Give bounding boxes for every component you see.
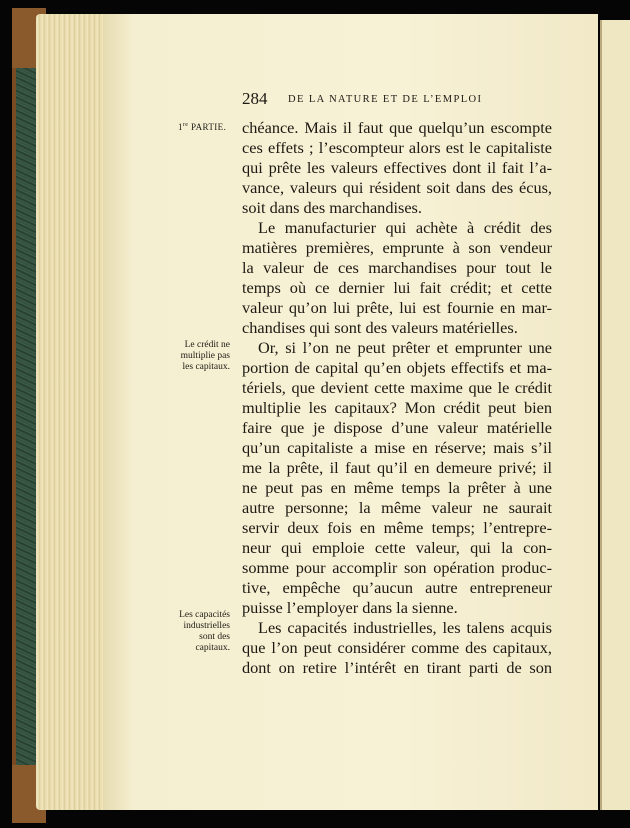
body-line: temps où ce dernier lui fait crédit; et cette bbox=[242, 278, 552, 297]
body-line: somme pour accomplir son opération produc- bbox=[242, 558, 552, 577]
body-line: soit dans des marchandises. bbox=[242, 198, 422, 217]
body-line: ces effets ; l’escompteur alors est le capitaliste bbox=[242, 138, 552, 157]
part-number: 1 bbox=[178, 122, 183, 132]
body-line: tériels, que devient cette maxime que le crédit bbox=[242, 378, 552, 397]
body-line: multiplie les capitaux? Mon crédit peut bien bbox=[242, 398, 552, 417]
body-line: puisse l’employer dans la sienne. bbox=[242, 598, 458, 617]
side-note-line: Le crédit ne bbox=[184, 340, 230, 350]
body-line: Le manufacturier qui achète à crédit des bbox=[258, 218, 552, 237]
page-number: 284 bbox=[242, 89, 268, 108]
body-line: chéance. Mais il faut que quelqu’un escompte bbox=[242, 118, 552, 137]
body-line: faire que je dispose d’une valeur matérielle bbox=[242, 418, 552, 437]
running-title: DE LA NATURE ET DE L’EMPLOI bbox=[288, 94, 483, 105]
body-line: qu’un capitaliste a mise en réserve; mais s’il bbox=[242, 438, 552, 457]
body-line: Les capacités industrielles, les talens acquis bbox=[258, 618, 552, 637]
body-line: tive, empêche qu’aucun autre entrepreneur bbox=[242, 578, 552, 597]
body-line: valeur qu’on lui prête, lui est fournie en mar- bbox=[242, 298, 552, 317]
side-note-credit bbox=[160, 340, 230, 373]
side-note-capacities bbox=[160, 610, 230, 654]
body-line: chandises qui sont des valeurs matérielles. bbox=[242, 318, 518, 337]
body-line: qui prête les valeurs effectives dont il fait l’a- bbox=[242, 158, 552, 177]
body-line: neur qui emploie cette valeur, qui la con- bbox=[242, 538, 552, 557]
page-edges bbox=[36, 14, 108, 810]
side-note-line: Les capacités bbox=[179, 610, 230, 620]
body-line: dont on retire l’intérêt en tirant parti de son bbox=[242, 658, 552, 677]
part-suffix: re bbox=[182, 122, 189, 128]
body-line: vance, valeurs qui résident soit dans des écus, bbox=[242, 178, 552, 197]
body-line: matières premières, emprunte à son vendeur bbox=[242, 238, 552, 257]
part-marker bbox=[178, 122, 226, 132]
side-note-line: capitaux. bbox=[195, 643, 230, 653]
body-line: Or, si l’on ne peut prêter et emprunter une bbox=[258, 338, 552, 357]
body-line: servir deux fois en même temps; l’entrepre- bbox=[242, 518, 552, 537]
body-line: portion de capital qu’en objets effectifs et ma- bbox=[242, 358, 552, 377]
side-note-line: industrielles bbox=[183, 621, 230, 631]
side-note-line: sont des bbox=[199, 632, 230, 642]
body-line: ne peut pas en même temps la prêter à une bbox=[242, 478, 552, 497]
body-line: la valeur de ces marchandises pour tout le bbox=[242, 258, 552, 277]
body-line: que l’on peut considérer comme des capitaux, bbox=[242, 638, 552, 657]
side-note-line: multiplie pas bbox=[180, 351, 230, 361]
body-line: autre personne; la même valeur ne saurait bbox=[242, 498, 552, 517]
next-page-edge bbox=[600, 20, 630, 810]
part-label: PARTIE. bbox=[191, 122, 227, 132]
page-header bbox=[242, 89, 554, 112]
body-line: me la prête, il faut qu’il en demeure privé; il bbox=[242, 458, 552, 477]
side-note-line: les capitaux. bbox=[182, 362, 230, 372]
